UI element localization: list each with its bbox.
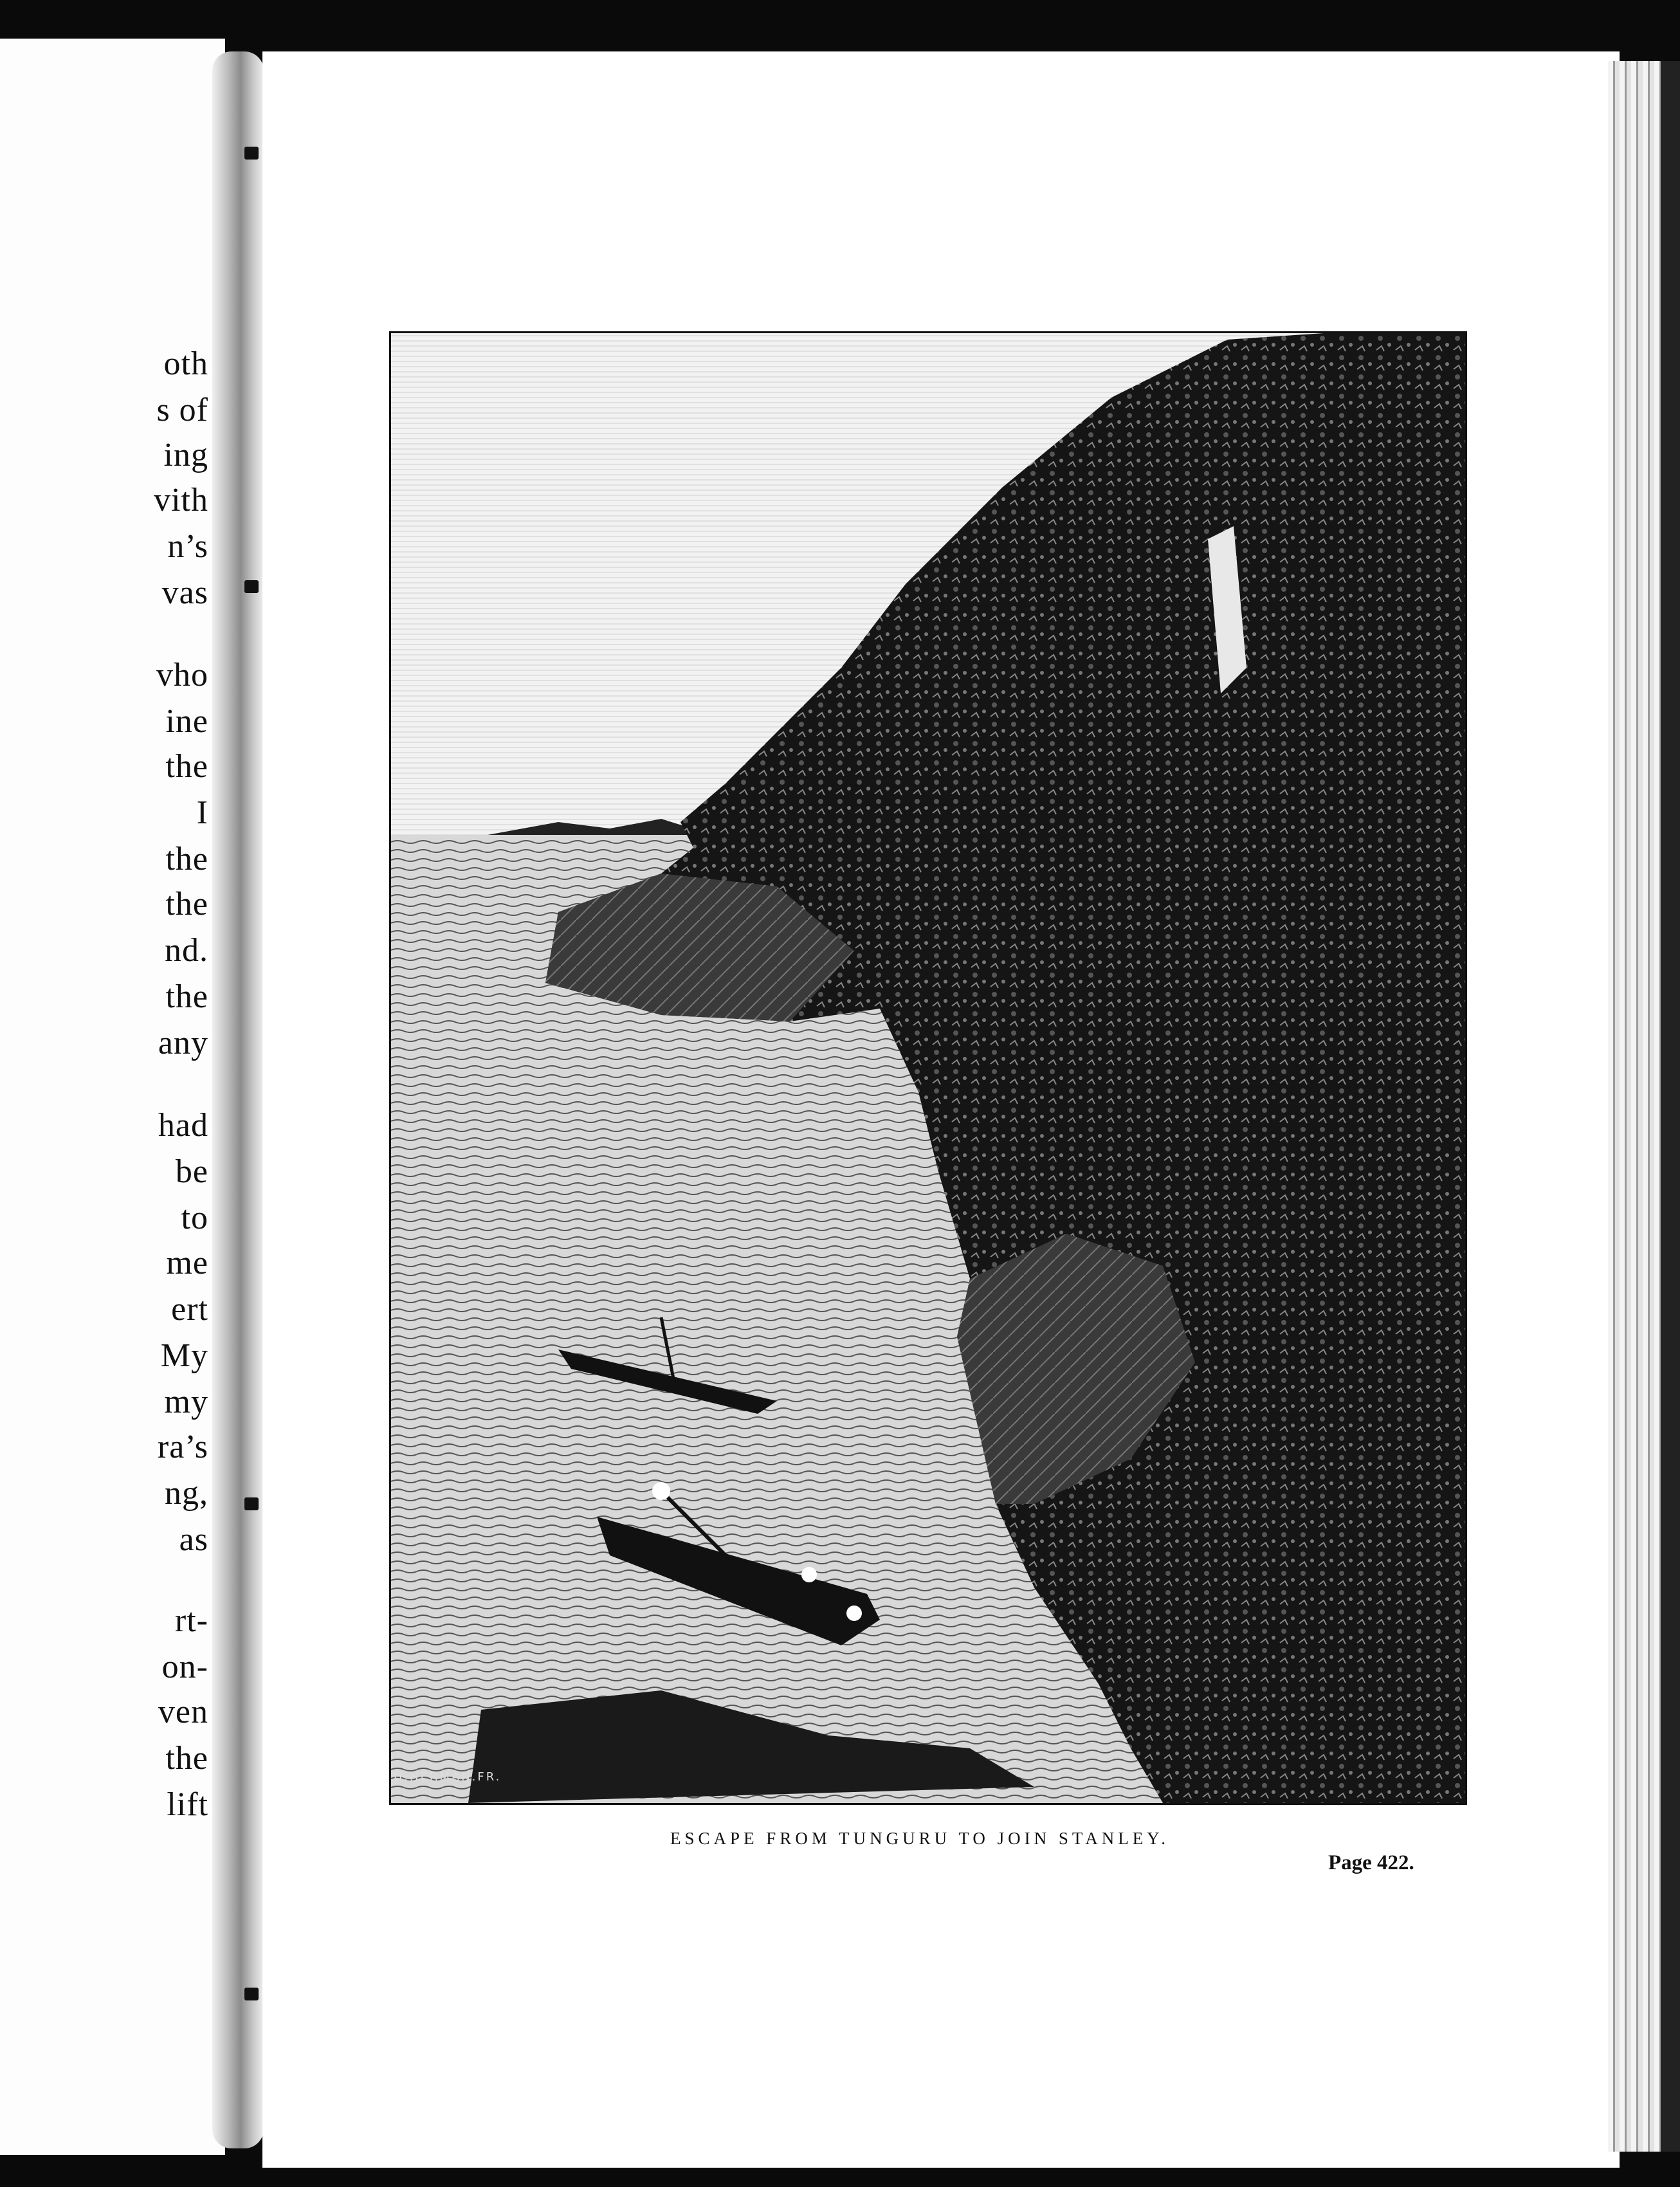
left-page-line: lift — [167, 1786, 208, 1823]
left-page-line: me — [166, 1245, 208, 1281]
page-reference: Page 422. — [1328, 1851, 1414, 1874]
binding-thread-mark — [244, 1497, 259, 1510]
left-page-line: I — [196, 794, 208, 831]
engraving-illustration — [391, 333, 1465, 1803]
left-page-line: ng, — [165, 1475, 208, 1512]
left-page-line: ert — [171, 1291, 208, 1328]
left-page-line: ven — [158, 1694, 208, 1730]
engraver-signature: H.HERMAN.FR. — [394, 1770, 502, 1784]
binding-thread-mark — [244, 580, 259, 593]
left-facing-page — [0, 39, 225, 2155]
left-page-line: n’s — [167, 528, 208, 565]
book-gutter — [212, 51, 264, 2148]
engraving-plate — [389, 331, 1467, 1805]
page-edges — [1608, 61, 1680, 2152]
illustration-caption: ESCAPE FROM TUNGURU TO JOIN STANLEY. — [670, 1829, 1169, 1848]
left-page-line: my — [164, 1384, 208, 1420]
left-page-line: nd. — [165, 932, 208, 969]
binding-thread-mark — [244, 1988, 259, 2000]
left-page-line: the — [165, 886, 208, 922]
left-page-line: the — [165, 841, 208, 877]
left-page-line: rt- — [174, 1602, 208, 1639]
left-page-line: to — [181, 1200, 208, 1236]
left-page-line: had — [158, 1107, 208, 1144]
left-page-line: any — [158, 1025, 208, 1061]
binding-thread-mark — [244, 147, 259, 160]
left-page-line: ra’s — [157, 1429, 208, 1465]
left-page-line: vas — [161, 574, 208, 611]
left-page-line: oth — [163, 345, 208, 382]
left-page-line: ine — [165, 703, 208, 740]
left-page-line: as — [179, 1521, 208, 1558]
cover-edge-shadow — [1661, 61, 1680, 2152]
left-page-line: s of — [156, 392, 208, 428]
left-page-line: vho — [156, 657, 208, 693]
left-page-line: My — [160, 1337, 208, 1374]
left-page-line: on- — [161, 1649, 208, 1685]
left-page-line: be — [175, 1153, 208, 1190]
left-page-line: the — [165, 978, 208, 1015]
left-page-line: the — [165, 1740, 208, 1777]
left-page-line: ing — [163, 437, 208, 473]
left-page-line: vith — [154, 482, 208, 518]
left-page-line: the — [165, 748, 208, 785]
